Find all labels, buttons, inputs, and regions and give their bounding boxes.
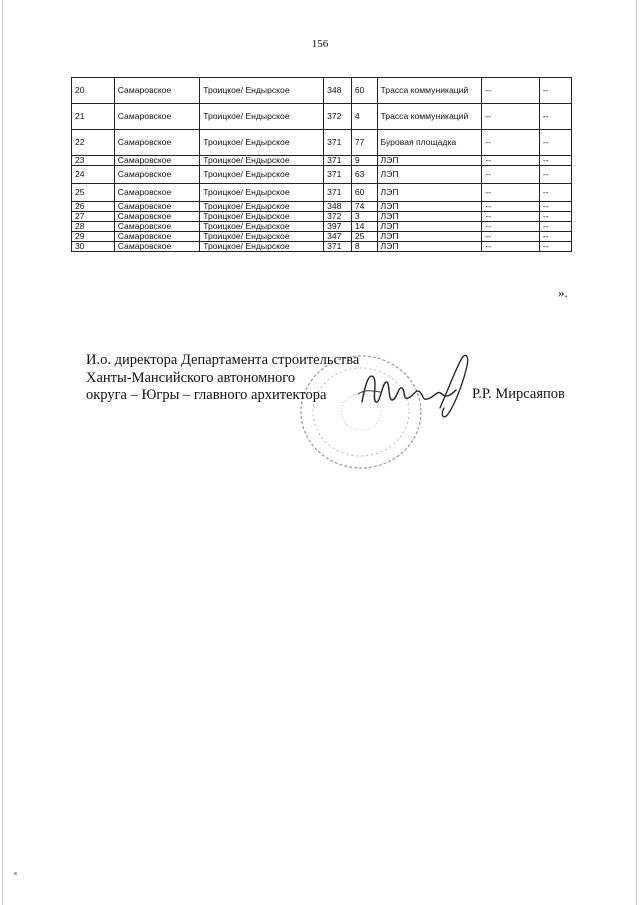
extra-cell-1: -- (482, 78, 540, 104)
quarter-cell: 371 (324, 156, 352, 166)
row-number: 29 (72, 232, 115, 242)
municipality-cell: Самаровское (114, 166, 199, 184)
object-cell: ЛЭП (377, 242, 482, 252)
field-cell: Троицкое/ Ендырское (200, 156, 324, 166)
table-row (72, 156, 572, 166)
row-number: 22 (72, 130, 115, 156)
extra-cell-1: -- (482, 202, 540, 212)
signer-position-line-3: округа – Югры – главного архитектора (86, 387, 327, 403)
field-cell: Троицкое/ Ендырское (200, 78, 324, 104)
quarter-cell: 397 (324, 222, 352, 232)
extra-cell-1: -- (482, 166, 540, 184)
vydel-cell: 74 (351, 202, 377, 212)
object-cell: ЛЭП (377, 232, 482, 242)
vydel-cell: 8 (351, 242, 377, 252)
field-cell: Троицкое/ Ендырское (200, 212, 324, 222)
scan-edge-left (2, 0, 3, 905)
extra-cell-2: -- (539, 242, 571, 252)
handwritten-signature-icon (340, 350, 480, 430)
table-row (72, 130, 572, 156)
extra-cell-1: -- (482, 242, 540, 252)
field-cell: Троицкое/ Ендырское (200, 130, 324, 156)
extra-cell-2: -- (539, 130, 571, 156)
object-cell: ЛЭП (377, 222, 482, 232)
signer-position-line-1: И.о. директора Департамента строительства (86, 352, 360, 368)
vydel-cell: 3 (351, 212, 377, 222)
table-row (72, 166, 572, 184)
quarter-cell: 371 (324, 130, 352, 156)
row-number: 20 (72, 78, 115, 104)
table-row (72, 242, 572, 252)
vydel-cell: 9 (351, 156, 377, 166)
row-number: 28 (72, 222, 115, 232)
vydel-cell: 77 (351, 130, 377, 156)
extra-cell-1: -- (482, 130, 540, 156)
quarter-cell: 371 (324, 184, 352, 202)
extra-cell-1: -- (482, 222, 540, 232)
row-number: 21 (72, 104, 115, 130)
vydel-cell: 60 (351, 184, 377, 202)
table-row (72, 78, 572, 104)
vydel-cell: 4 (351, 104, 377, 130)
signature-block (86, 352, 359, 405)
field-cell: Троицкое/ Ендырское (200, 104, 324, 130)
municipality-cell: Самаровское (114, 212, 199, 222)
municipality-cell: Самаровское (114, 242, 199, 252)
extra-cell-2: -- (539, 104, 571, 130)
field-cell: Троицкое/ Ендырское (200, 184, 324, 202)
extra-cell-1: -- (482, 184, 540, 202)
object-cell: Трасса коммуникаций (377, 78, 482, 104)
field-cell: Троицкое/ Ендырское (200, 242, 324, 252)
row-number: 25 (72, 184, 115, 202)
municipality-cell: Самаровское (114, 232, 199, 242)
object-cell: ЛЭП (377, 184, 482, 202)
quarter-cell: 372 (324, 104, 352, 130)
table-row (72, 184, 572, 202)
quarter-cell: 371 (324, 242, 352, 252)
field-cell: Троицкое/ Ендырское (200, 232, 324, 242)
extra-cell-2: -- (539, 166, 571, 184)
vydel-cell: 14 (351, 222, 377, 232)
row-number: 23 (72, 156, 115, 166)
field-cell: Троицкое/ Ендырское (200, 166, 324, 184)
page-number: 156 (311, 38, 329, 50)
row-number: 24 (72, 166, 115, 184)
table-row (72, 212, 572, 222)
extra-cell-2: -- (539, 184, 571, 202)
object-cell: Трасса коммуникаций (377, 104, 482, 130)
municipality-cell: Самаровское (114, 184, 199, 202)
objects-table (71, 77, 572, 252)
scan-edge-right (636, 0, 637, 905)
object-cell: ЛЭП (377, 202, 482, 212)
row-number: 30 (72, 242, 115, 252)
extra-cell-1: -- (482, 104, 540, 130)
vydel-cell: 25 (351, 232, 377, 242)
extra-cell-2: -- (539, 232, 571, 242)
field-cell: Троицкое/ Ендырское (200, 202, 324, 212)
quarter-cell: 372 (324, 212, 352, 222)
table-row (72, 222, 572, 232)
municipality-cell: Самаровское (114, 78, 199, 104)
extra-cell-2: -- (539, 222, 571, 232)
table-row (72, 202, 572, 212)
quarter-cell: 348 (324, 78, 352, 104)
vydel-cell: 63 (351, 166, 377, 184)
row-number: 27 (72, 212, 115, 222)
extra-cell-2: -- (539, 156, 571, 166)
quarter-cell: 371 (324, 166, 352, 184)
table-row (72, 232, 572, 242)
extra-cell-1: -- (482, 156, 540, 166)
extra-cell-2: -- (539, 78, 571, 104)
vydel-cell: 60 (351, 78, 377, 104)
extra-cell-2: -- (539, 212, 571, 222)
table-row (72, 104, 572, 130)
field-cell: Троицкое/ Ендырское (200, 222, 324, 232)
quarter-cell: 347 (324, 232, 352, 242)
signer-position-line-2: Ханты-Мансийского автономного (86, 369, 296, 386)
object-cell: Буровая площадка (377, 130, 482, 156)
quarter-cell: 348 (324, 202, 352, 212)
scan-dot (14, 872, 17, 875)
extra-cell-1: -- (482, 232, 540, 242)
extra-cell-2: -- (539, 202, 571, 212)
object-cell: ЛЭП (377, 212, 482, 222)
municipality-cell: Самаровское (114, 202, 199, 212)
signer-name: Р.Р. Мирсаяпов (472, 386, 565, 402)
closing-quote: ». (558, 285, 568, 300)
object-cell: ЛЭП (377, 156, 482, 166)
row-number: 26 (72, 202, 115, 212)
municipality-cell: Самаровское (114, 130, 199, 156)
municipality-cell: Самаровское (114, 156, 199, 166)
municipality-cell: Самаровское (114, 104, 199, 130)
extra-cell-1: -- (482, 212, 540, 222)
municipality-cell: Самаровское (114, 222, 199, 232)
object-cell: ЛЭП (377, 166, 482, 184)
